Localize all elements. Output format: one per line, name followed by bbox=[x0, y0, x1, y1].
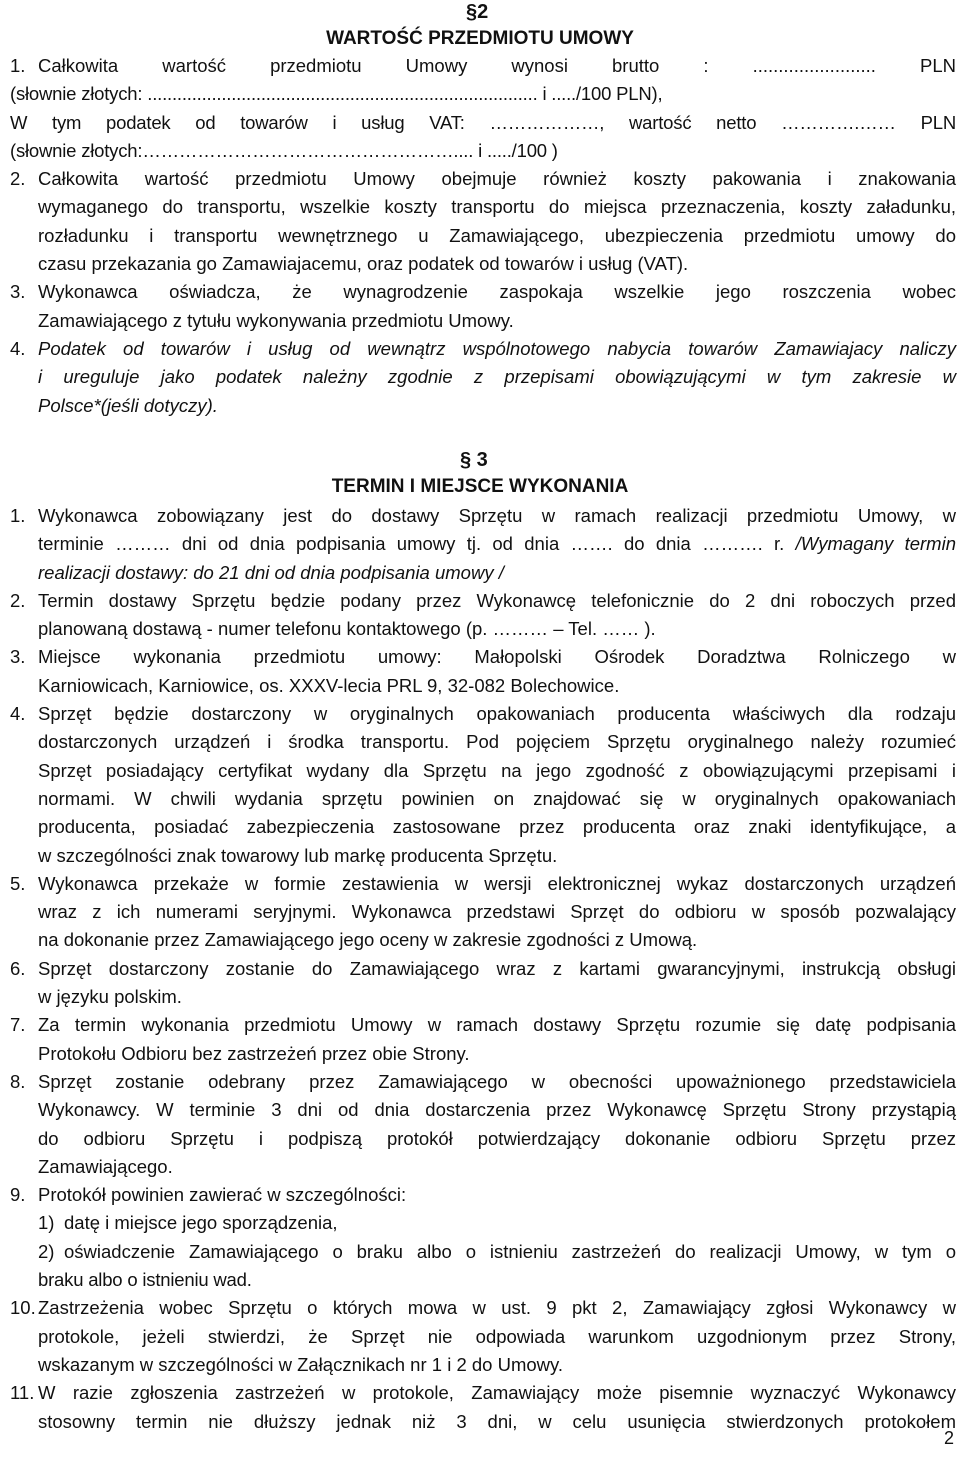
section-3-item-8 bbox=[10, 1068, 956, 1181]
section-3-item-9 bbox=[10, 1181, 956, 1294]
item-number: 6. bbox=[10, 957, 26, 979]
item-line: (słownie złotych: ............................................................................... i ...../100 PLN), bbox=[10, 83, 663, 105]
item-line: Wykonawca zobowiązany jest do dostawy Sprzętu w ramach realizacji przedmiotu Umowy, w bbox=[38, 505, 956, 526]
item-line: Zamawiającego z tytułu wykonywania przedmiotu Umowy. bbox=[38, 309, 514, 331]
item-line: czasu przekazania go Zamawiajacemu, oraz podatek od towarów i usług (VAT). bbox=[38, 253, 689, 275]
item-line: W razie zgłoszenia zastrzeżeń w protokole, Zamawiający może pisemnie wyznaczyć Wykonawcy bbox=[38, 1382, 956, 1404]
item-number: 11. bbox=[10, 1382, 35, 1404]
item-line-with-italic bbox=[38, 530, 956, 558]
item-line: normami. W chwili wydania sprzętu powinien on znajdować się w oryginalnych opakowaniach bbox=[38, 787, 956, 809]
item-line: Miejsce wykonania przedmiotu umowy: Małopolski Ośrodek Doradztwa Rolniczego w bbox=[38, 646, 956, 668]
item-number: 3. bbox=[10, 281, 26, 303]
item-italic-tail: /Wymagany termin bbox=[795, 533, 956, 555]
item-line: dostarczonych urządzeń i środka transportu. Pod pojęciem Sprzętu oryginalnego należy rozumieć bbox=[38, 731, 956, 753]
section-2-item-2 bbox=[10, 165, 956, 278]
section-3-item-11 bbox=[10, 1379, 956, 1436]
item-number: 1. bbox=[10, 505, 26, 526]
section-3-item-10 bbox=[10, 1294, 956, 1379]
item-number: 3. bbox=[10, 646, 26, 668]
item-line: w języku polskim. bbox=[38, 986, 182, 1008]
item-line: Wykonawca przekaże w formie zestawienia w wersji elektronicznej wykaz dostarczonych urządzeń bbox=[38, 872, 956, 894]
item-line: i ureguluje jako podatek należny zgodnie z przepisami obowiązującymi w tym zakresie w bbox=[38, 366, 956, 388]
item-line: protokole, jeżeli stwierdzi, że Sprzęt nie odpowiada warunkom uzgodnionym przez Strony, bbox=[38, 1325, 956, 1347]
section-2-title: WARTOŚĆ PRZEDMIOTU UMOWY bbox=[326, 28, 634, 49]
item-line: w szczególności znak towarowy lub markę producenta Sprzętu. bbox=[38, 844, 558, 866]
section-3-item-1 bbox=[10, 502, 956, 587]
sub-item-number: 1) bbox=[38, 1212, 55, 1234]
item-line: W tym podatek od towarów i usług VAT: ………………, wartość netto ………….…… PLN bbox=[10, 111, 956, 133]
item-line: Protokół powinien zawierać w szczególności: bbox=[38, 1184, 407, 1206]
item-line: Wykonawca oświadcza, że wynagrodzenie zaspokaja wszelkie jego roszczenia wobec bbox=[38, 281, 956, 303]
item-line: Sprzęt dostarczony zostanie do Zamawiającego wraz z kartami gwarancyjnymi, instrukcją obsługi bbox=[38, 957, 956, 979]
item-line: Całkowita wartość przedmiotu Umowy wynosi brutto : ........................ PLN bbox=[38, 55, 956, 76]
sub-item-line: braku albo o istnieniu wad. bbox=[38, 1269, 252, 1291]
item-number: 2. bbox=[10, 589, 26, 611]
item-line: Zamawiającego. bbox=[38, 1155, 173, 1177]
section-3-mark: § 3 bbox=[460, 449, 488, 471]
item-line: Wykonawcy. W terminie 3 dni od dnia dostarczenia przez Wykonawcę Sprzętu Strony przystąpią bbox=[38, 1099, 956, 1121]
item-line: Termin dostawy Sprzętu będzie podany przez Wykonawcę telefonicznie do 2 dni roboczych przed bbox=[38, 589, 956, 611]
section-3-item-4 bbox=[10, 700, 956, 870]
section-3-title: TERMIN I MIEJSCE WYKONANIA bbox=[331, 476, 629, 497]
section-3-item-7 bbox=[10, 1011, 956, 1068]
section-2-item-3 bbox=[10, 278, 956, 335]
item-number: 10. bbox=[10, 1297, 36, 1319]
item-line: Protokołu Odbioru bez zastrzeżeń przez obie Strony. bbox=[38, 1042, 470, 1064]
item-line: Za termin wykonania przedmiotu Umowy w ramach dostawy Sprzętu rozumie się datę podpisania bbox=[38, 1014, 956, 1036]
sub-item-line: oświadczenie Zamawiającego o braku albo o istnieniu zastrzeżeń do realizacji Umowy, w tym o bbox=[64, 1240, 956, 1262]
item-line: (słownie złotych:…………………………………………….... i ...../100 ) bbox=[10, 139, 558, 161]
section-3-item-3 bbox=[10, 643, 956, 700]
item-line: Całkowita wartość przedmiotu Umowy obejmuje również koszty pakowania i znakowania bbox=[38, 168, 956, 190]
item-line: Karniowicach, Karniowice, os. XXXV-lecia PRL 9, 32-082 Bolechowice. bbox=[38, 674, 620, 696]
page-number: 2 bbox=[943, 1428, 954, 1448]
sub-item-2 bbox=[38, 1238, 956, 1295]
item-line: wymaganego do transportu, wszelkie koszty transportu do miejsca przeznaczenia, koszty załadunku, bbox=[38, 196, 956, 218]
section-3-item-2 bbox=[10, 587, 956, 644]
item-line: producenta, posiadać zabezpieczenia zastosowane przez producenta oraz znaki identyfikujące, a bbox=[38, 816, 956, 838]
section-2-mark: §2 bbox=[466, 1, 489, 23]
sub-item-number: 2) bbox=[38, 1240, 55, 1262]
item-line: stosowny termin nie dłuższy jednak niż 3 dni, w celu usunięcia stwierdzonych protokołem bbox=[38, 1410, 956, 1432]
section-3-item-6 bbox=[10, 955, 956, 1012]
sub-item-1 bbox=[38, 1209, 956, 1237]
item-line-text: terminie ……… dni od dnia podpisania umowy tj. od dnia ……. do dnia ………. r. bbox=[38, 533, 785, 555]
item-number: 9. bbox=[10, 1184, 26, 1206]
item-number: 4. bbox=[10, 337, 26, 359]
item-line: na dokonanie przez Zamawiającego jego oceny w zakresie zgodności z Umową. bbox=[38, 929, 698, 951]
section-2-item-4 bbox=[10, 335, 956, 420]
item-line: realizacji dostawy: do 21 dni od dnia podpisania umowy / bbox=[38, 561, 504, 583]
section-2-items bbox=[10, 52, 956, 420]
item-line: do odbioru Sprzętu i podpiszą protokół potwierdzający dokonanie odbioru Sprzętu przez bbox=[38, 1127, 956, 1149]
item-number: 1. bbox=[10, 55, 26, 76]
item-line: Polsce*(jeśli dotyczy). bbox=[38, 394, 218, 416]
item-line: wraz z ich numerami seryjnymi. Wykonawca przedstawi Sprzęt do odbioru w sposób pozwalający bbox=[38, 901, 956, 923]
item-line: wskazanym w szczególności w Załącznikach nr 1 i 2 do Umowy. bbox=[38, 1353, 564, 1375]
item-number: 4. bbox=[10, 703, 26, 725]
sub-item-line: datę i miejsce jego sporządzenia, bbox=[64, 1212, 338, 1234]
item-number: 2. bbox=[10, 168, 26, 190]
item-number: 7. bbox=[10, 1014, 26, 1036]
item-line: Zastrzeżenia wobec Sprzętu o których mowa w ust. 9 pkt 2, Zamawiający zgłosi Wykonawcy w bbox=[38, 1297, 956, 1319]
item-line: Sprzęt posiadający certyfikat wydany dla Sprzętu na jego zgodność z obowiązującymi przepisami i bbox=[38, 759, 956, 781]
item-line: planowaną dostawą - numer telefonu kontaktowego (p. ……… – Tel. …… ). bbox=[38, 618, 656, 640]
item-line: Sprzęt będzie dostarczony w oryginalnych opakowaniach producenta właściwych dla rodzaju bbox=[38, 703, 956, 725]
item-number: 8. bbox=[10, 1070, 26, 1092]
item-line: rozładunku i transportu wewnętrznego u Zamawiającego, ubezpieczenia przedmiotu umowy do bbox=[38, 224, 956, 246]
section-2-item-1 bbox=[10, 52, 956, 165]
item-line: Podatek od towarów i usług od wewnątrz wspólnotowego nabycia towarów Zamawiajacy naliczy bbox=[38, 337, 956, 359]
item-number: 5. bbox=[10, 872, 26, 894]
section-3-item-5 bbox=[10, 870, 956, 955]
section-3-items bbox=[10, 502, 956, 1436]
item-line: Sprzęt zostanie odebrany przez Zamawiającego w obecności upoważnionego przedstawiciela bbox=[38, 1070, 956, 1092]
